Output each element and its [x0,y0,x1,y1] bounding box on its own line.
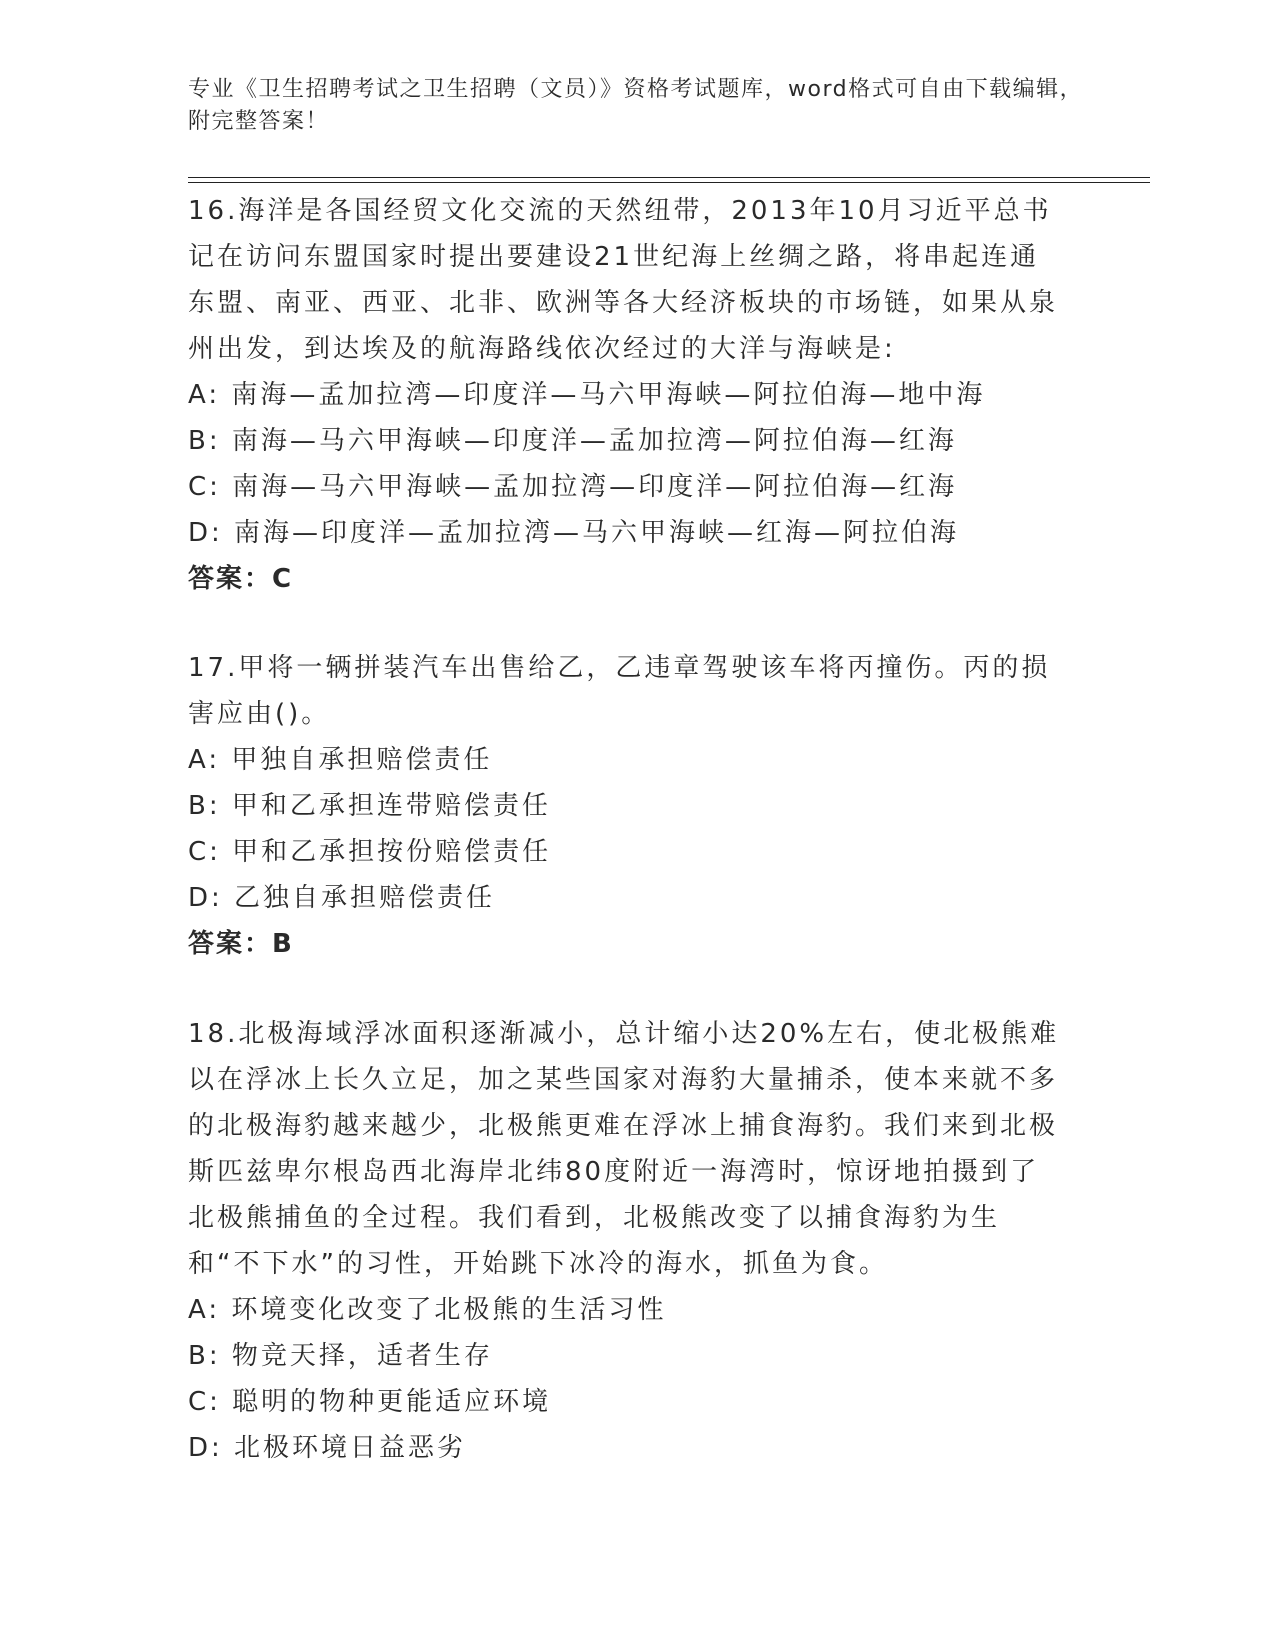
question-stem: 16.海洋是各国经贸文化交流的天然纽带，2013年10月习近平总书记在访问东盟国家时提出要建设21世纪海上丝绸之路，将串起连通东盟、南亚、西亚、北非、欧洲等各大经济板块的市场链，如果从泉州出发，到达埃及的航海路线依次经过的大洋与海峡是: [188,196,1059,364]
option-b: B: 甲和乙承担连带赔偿责任 [188,791,551,821]
option-a: A: 甲独自承担赔偿责任 [188,745,493,775]
option-d: D: 乙独自承担赔偿责任 [188,883,496,913]
header-divider-bottom [188,182,1150,183]
header-divider-top [188,177,1150,178]
question-stem: 18.北极海域浮冰面积逐渐减小，总计缩小达20%左右，使北极熊难以在浮冰上长久立足，加之某些国家对海豹大量捕杀，使本来就不多的北极海豹越来越少，北极熊更难在浮冰上捕食海豹。我们来到北极斯匹兹卑尔根岛西北海岸北纬80度附近一海湾时，惊讶地拍摄到了北极熊捕鱼的全过程。我们看到，北极熊改变了以捕食海豹为生和“不下水”的习性，开始跳下冰冷的海水，抓鱼为食。 [188,1019,1060,1279]
question-18 [188,1011,1068,1471]
option-b: B: 物竞天择，适者生存 [188,1341,493,1371]
option-d: D: 南海—印度洋—孟加拉湾—马六甲海峡—红海—阿拉伯海 [188,518,960,548]
question-stem: 17.甲将一辆拼装汽车出售给乙，乙违章驾驶该车将丙撞伤。丙的损害应由()。 [188,653,1051,729]
option-a: A: 环境变化改变了北极熊的生活习性 [188,1295,667,1325]
question-17 [188,645,1068,967]
option-c: C: 甲和乙承担按份赔偿责任 [188,837,552,867]
option-c: C: 聪明的物种更能适应环境 [188,1387,552,1417]
option-c: C: 南海—马六甲海峡—孟加拉湾—印度洋—阿拉伯海—红海 [188,472,958,502]
option-b: B: 南海—马六甲海峡—印度洋—孟加拉湾—阿拉伯海—红海 [188,426,957,456]
document-header: 专业《卫生招聘考试之卫生招聘（文员）》资格考试题库，word格式可自由下载编辑，附完整答案！ [188,77,1084,134]
answer: 答案：B [188,929,294,959]
question-16 [188,188,1068,602]
option-d: D: 北极环境日益恶劣 [188,1433,467,1463]
answer: 答案：C [188,564,294,594]
option-a: A: 南海—孟加拉湾—印度洋—马六甲海峡—阿拉伯海—地中海 [188,380,986,410]
